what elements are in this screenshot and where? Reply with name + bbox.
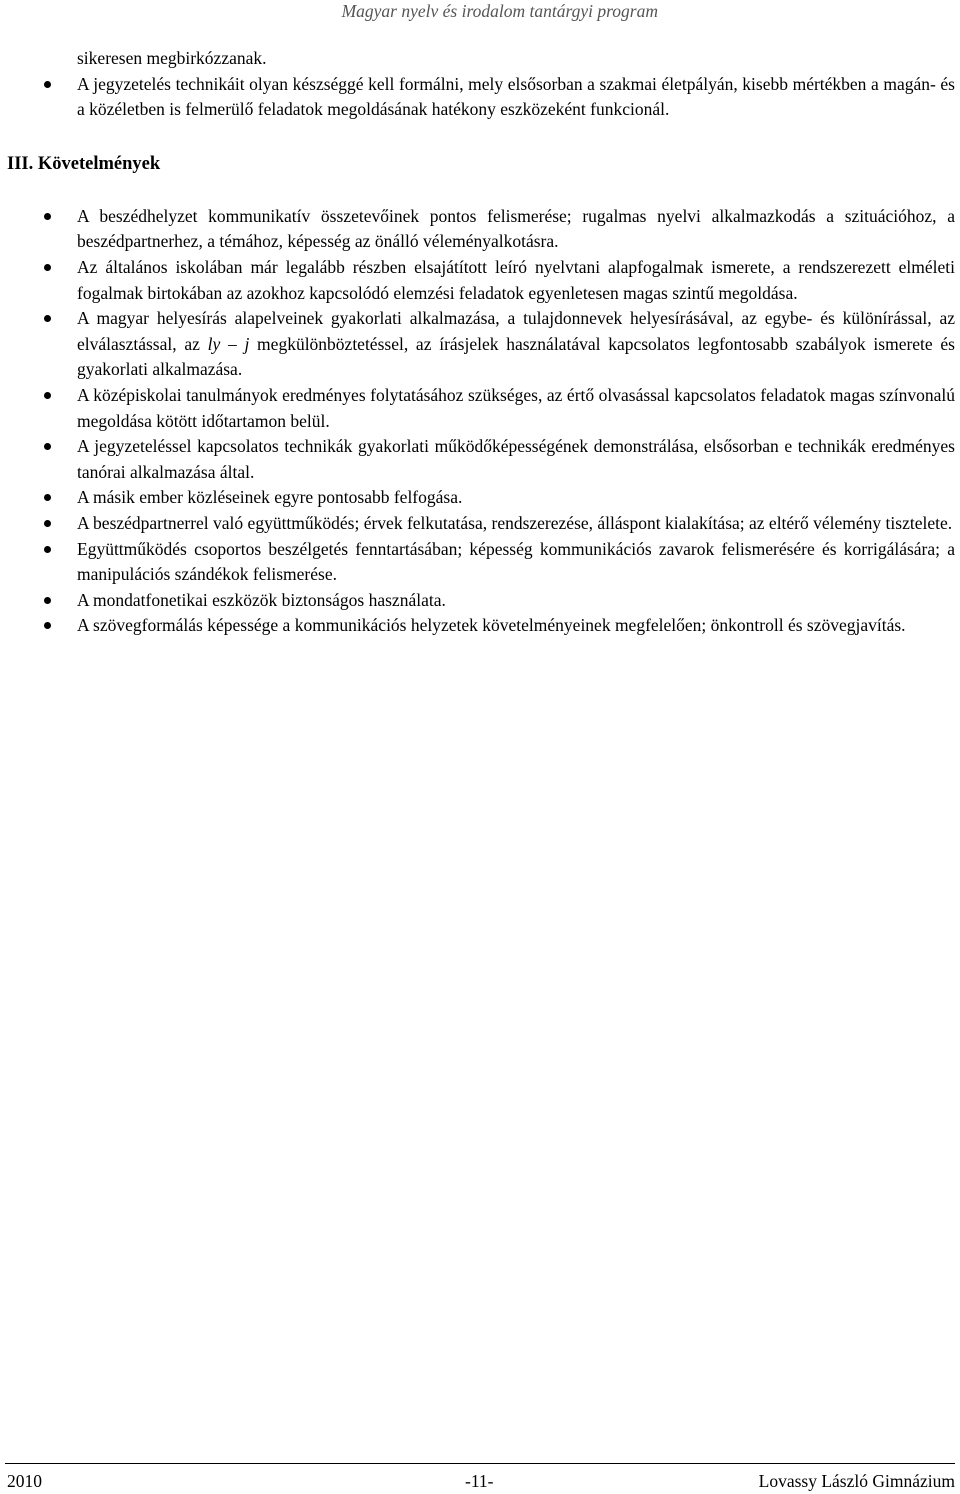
bullet-icon <box>44 546 51 553</box>
bullet-icon <box>44 597 51 604</box>
list-item-italic-term: ly – j <box>207 333 250 354</box>
bullet-icon <box>44 264 51 271</box>
list-item-text: A mondatfonetikai eszközök biztonságos használata. <box>77 589 446 610</box>
bullet-icon <box>44 81 51 88</box>
running-header-title: Magyar nyelv és irodalom tantárgyi program <box>341 1 658 21</box>
intro-bullet-list <box>77 72 955 123</box>
page-body <box>7 46 955 639</box>
requirements-list <box>77 204 955 639</box>
list-item-text: Együttműködés csoportos beszélgetés fenntartásában; képesség kommunikációs zavarok felismerésére és korrigálására; a manipulációs szándékok felismerése. <box>77 538 955 585</box>
page-number: -11- <box>465 1471 494 1491</box>
footer-year: 2010 <box>7 1471 42 1491</box>
paragraph-continuation: sikeresen megbirkózzanak. <box>77 48 267 68</box>
list-item-text: A jegyzeteléssel kapcsolatos technikák gyakorlati működőképességének demonstrálása, elsősorban e technikák eredményes tanórai alkalmazása által. <box>77 436 955 482</box>
list-item-text-part: A magyar helyesírás alapelveinek gyakorlati alkalmazása, a tulajdonnevek helyesírásával, az egybe- és különírással, az elválasztással, az <box>77 308 955 354</box>
list-item <box>77 434 955 485</box>
footer-divider <box>5 1463 955 1464</box>
list-item <box>77 511 955 537</box>
list-item <box>77 306 955 383</box>
list-item-text-part: megkülönböztetéssel, az írásjelek használatával kapcsolatos legfontosabb szabályok ismerete és gyakorlati alkalmazása. <box>77 333 955 380</box>
list-item <box>77 204 955 255</box>
bullet-icon <box>44 443 51 450</box>
list-item <box>77 485 955 511</box>
bullet-icon <box>44 392 51 399</box>
bullet-icon <box>44 213 51 220</box>
list-item-text: Az általános iskolában már legalább részben elsajátított leíró nyelvtani alapfogalmak ismerete, a rendszerezett elméleti fogalmak birtokában az azokhoz kapcsolódó elemzési feladatok egyenletesen magas szintű megoldása. <box>77 256 955 303</box>
list-item-text: A középiskolai tanulmányok eredményes folytatásához szükséges, az értő olvasással kapcsolatos feladatok magas színvonalú megoldása kötött időtartamon belül. <box>77 384 955 431</box>
list-item-text: A szövegformálás képessége a kommunikációs helyzetek követelményeinek megfelelően; önkontroll és szövegjavítás. <box>77 615 906 636</box>
bullet-icon <box>44 494 51 501</box>
list-item-text: A beszédhelyzet kommunikatív összetevőinek pontos felismerése; rugalmas nyelvi alkalmazkodás a szituációhoz, a beszédpartnerhez, a témához, képesség az önálló véleményalkotásra. <box>77 205 955 252</box>
bullet-icon <box>44 315 51 322</box>
list-item <box>77 588 955 614</box>
list-item <box>77 72 955 123</box>
list-item-text: A másik ember közléseinek egyre pontosabb felfogása. <box>77 487 463 508</box>
list-item <box>77 383 955 434</box>
list-item-text: A beszédpartnerrel való együttműködés; érvek felkutatása, rendszerezése, álláspont kialakítása; az eltérő vélemény tisztelete. <box>77 512 953 533</box>
section-heading: III. Követelmények <box>7 153 161 174</box>
footer-school-name: Lovassy László Gimnázium <box>758 1471 955 1491</box>
bullet-icon <box>44 520 51 527</box>
list-item <box>77 537 955 588</box>
list-item <box>77 613 955 639</box>
list-item <box>77 255 955 306</box>
bullet-icon <box>44 622 51 629</box>
page-footer <box>7 1468 955 1494</box>
list-item-text: A jegyzetelés technikáit olyan készséggé kell formálni, mely elsősorban a szakmai életpályán, kisebb mértékben a magán- és a közéletben is felmerülő feladatok megoldásának hatékony eszközeként funkcionál. <box>77 73 955 120</box>
